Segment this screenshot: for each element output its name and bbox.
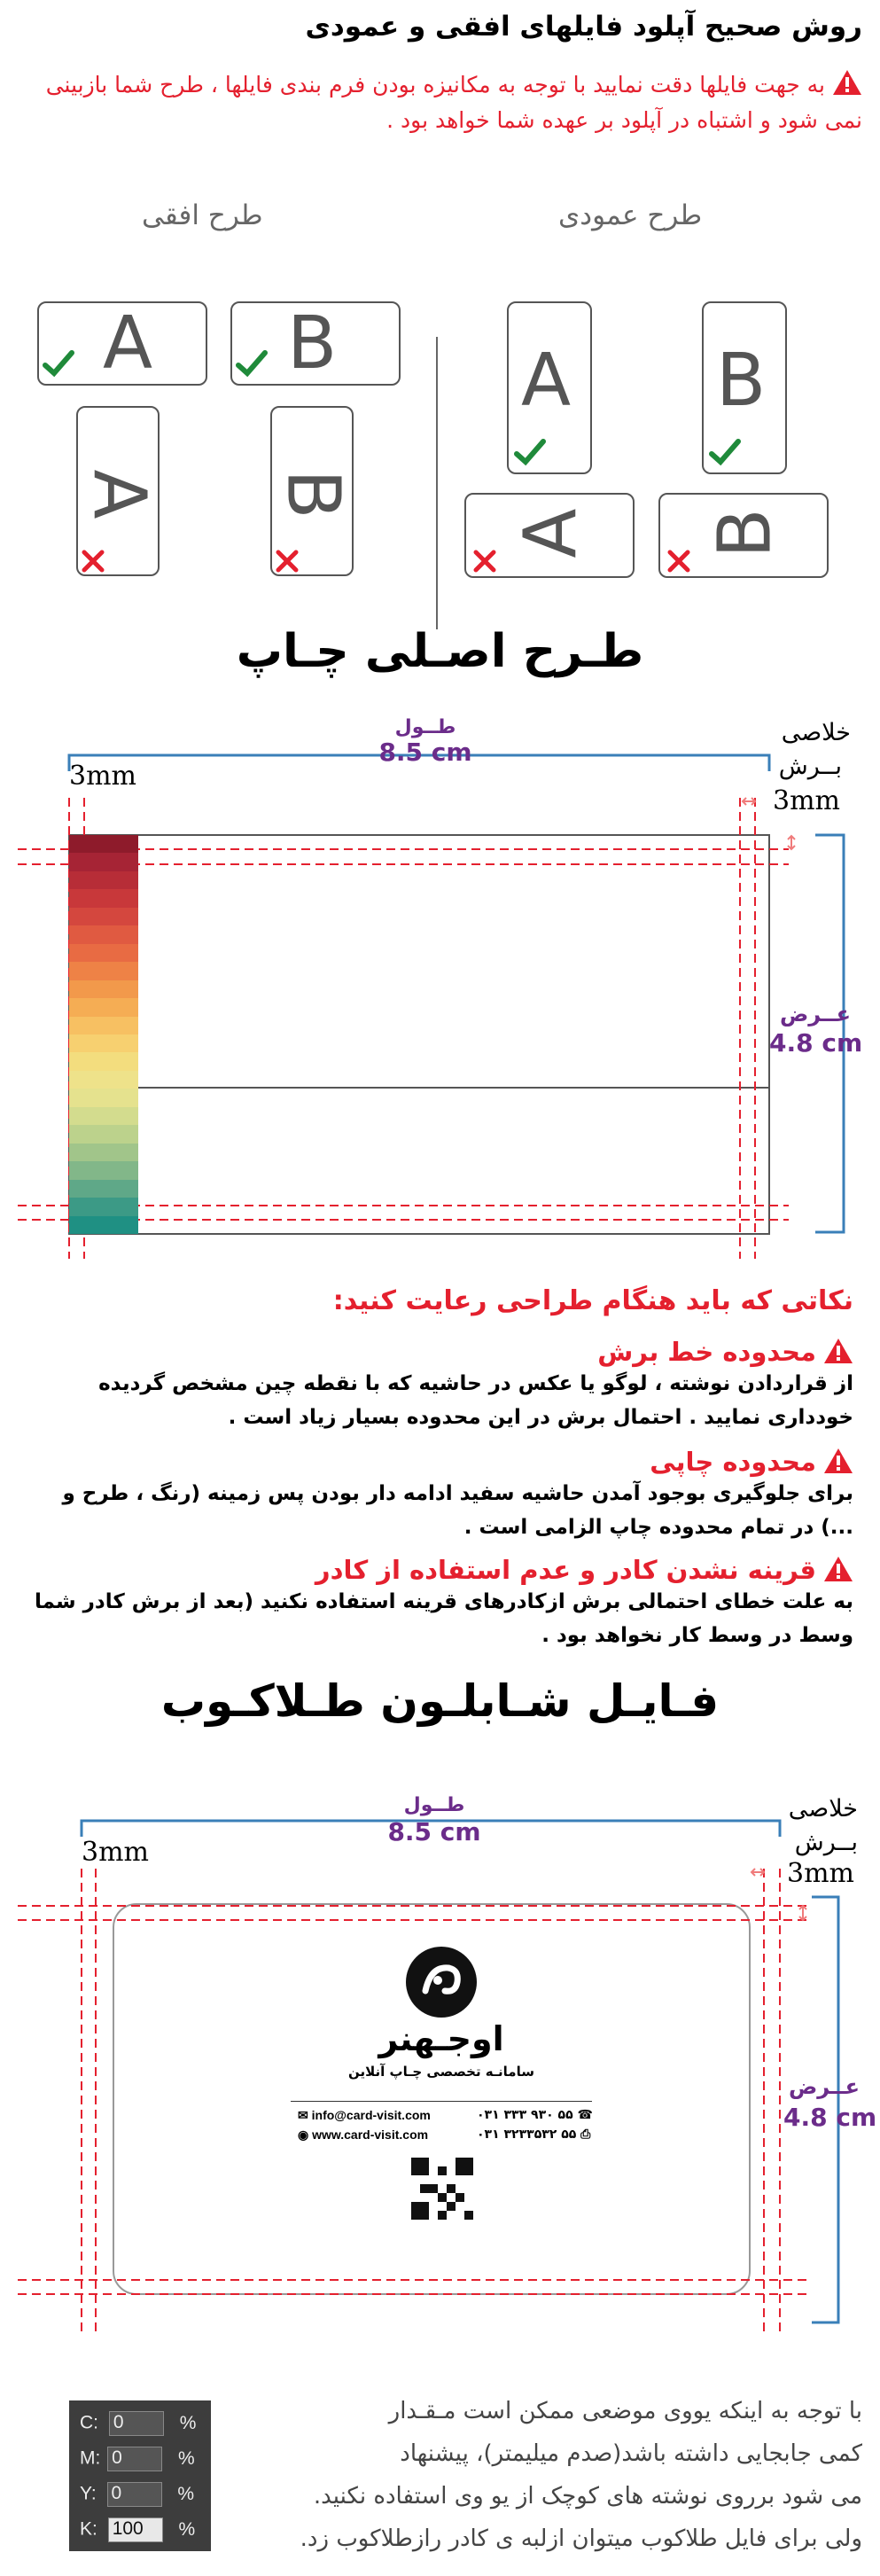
color-swatch [69,1198,138,1215]
warning-icon [823,1338,853,1364]
color-swatch [69,998,138,1016]
uv-note [260,2390,862,2560]
bleed-label-2: بــرش [794,1829,858,1856]
uv-note-line: می شود برروی نوشته های کوچک از یو وی استفاده نکنید. [313,2483,862,2510]
fax-icon: ⎙ [576,2127,591,2142]
gold-card [113,1904,750,2294]
color-swatch [69,1107,138,1125]
width-label: عــرض [779,1002,851,1026]
warning-icon [823,1448,853,1474]
note-item-1 [29,1337,853,1434]
horizontal-card-a-correct: A [37,301,207,386]
length-label: طــول [403,1794,465,1816]
uv-note-line: ولی برای فایل طلاکوب میتوان ازلبه ی کادر رازطلاکوب زد. [300,2525,862,2552]
color-swatch [69,980,138,998]
color-swatch [69,944,138,962]
length-label: طــول [394,716,456,738]
note-item-3 [29,1555,853,1652]
qr-code-icon [411,2158,473,2220]
phone-line-2: ۰۳۱ ۳۲۳۳۵۳۲ ۵۵ ⎙ [477,2127,591,2142]
uv-note-line: با توجه به اینکه یووی موضعی ممکن است مـقـدار [388,2398,862,2424]
cross-icon [276,550,299,573]
card-divider [291,2101,592,2102]
cmyk-row-c: C: 0 % [80,2411,196,2436]
color-swatch [69,835,138,853]
cmyk-input-y[interactable]: 0 [107,2482,162,2507]
note-title: قرینه نشدن کادر و عدم استفاده از کادر [315,1555,816,1585]
color-swatch [69,1034,138,1052]
phone-line-1: ۰۳۱ ۳۳۳ ۹۳۰ ۵۵ ☎ [477,2108,593,2122]
upload-warning [20,67,862,138]
note-body: به علت خطای احتمالی برش ازکادرهای قرینه استفاده نکنید (بعد از برش کادر شما وسط در وسط کار نخواهد بود . [35,1590,853,1647]
brand-tagline: سامانـه تخصصی چـاپ آنلاین [348,2064,534,2080]
vertical-card-b-wrong: B [658,493,829,578]
email-line: ✉ info@card-visit.com [298,2108,431,2122]
cross-icon [473,550,496,573]
vertical-card-b-correct: B [702,301,787,474]
width-label: عــرض [788,2074,860,2099]
cross-icon [667,550,690,573]
bleed-label-1: خلاصی [788,1795,858,1823]
color-swatch [69,925,138,943]
color-swatch [69,1161,138,1179]
note-item-2 [29,1447,853,1544]
color-swatch [69,889,138,907]
horizontal-card-b-wrong: B [270,406,354,576]
notes-heading: نکاتی که باید هنگام طراحی رعایت کنید: [332,1285,853,1316]
color-swatch [69,1180,138,1198]
check-icon [514,438,546,466]
email-icon: ✉ [298,2108,312,2122]
note-body: برای جلوگیری بوجود آمدن حاشیه سفید ادامه دار بودن پس زمینه (رنگ ، طرح و ...) در تمام محدوده چاپ الزامی است . [62,1482,853,1539]
bleed-value: 3mm [773,785,840,816]
globe-icon: ◉ [298,2127,313,2142]
color-swatch [69,1144,138,1161]
color-swatch-strip [69,835,138,1234]
brand-logo [406,1947,477,2018]
bleed-value: 3mm [787,1858,854,1889]
margin-value: 3mm [69,761,136,792]
color-swatch [69,1071,138,1089]
brand-logo-icon [406,1947,477,2018]
section-divider [436,337,438,629]
warning-icon [823,1556,853,1582]
note-body: از قراردادن نوشته ، لوگو یا عکس در حاشیه که با نقطه چین مشخص گردیده خودداری نمایید . احتمال برش در این محدوده بسیار زیاد است . [98,1372,853,1429]
horizontal-card-a-wrong: A [76,406,160,576]
bleed-label-2: بــرش [778,753,842,780]
color-swatch [69,1216,138,1234]
color-swatch [69,1089,138,1106]
length-value: 8.5 cm [378,738,472,767]
warning-text: به جهت فایلها دقت نمایید با توجه به مکانیزه بودن فرم بندی فایلها ، طرح شما بازبینی نمی شود و اشتباه در آپلود بر عهده شما خواهد بود . [45,72,862,133]
cmyk-input-k[interactable]: 100 [108,2517,163,2542]
check-icon [43,349,74,378]
width-value: 4.8 cm [783,2103,877,2132]
phone-icon: ☎ [572,2108,593,2122]
note-title: محدوده خط برش [597,1337,816,1367]
color-swatch [69,1017,138,1034]
warning-icon [832,69,862,96]
cmyk-row-m: M: 0 % [80,2447,195,2471]
website-line: ◉ www.card-visit.com [298,2127,429,2142]
color-swatch [69,962,138,980]
cmyk-panel [69,2400,211,2551]
bleed-label-1: خلاصی [781,719,851,746]
cross-icon [82,550,105,573]
cmyk-input-c[interactable]: 0 [109,2411,164,2436]
color-swatch [69,1125,138,1143]
horizontal-design-label: طرح افقی [142,199,263,231]
cmyk-input-m[interactable]: 0 [107,2447,162,2471]
color-swatch [69,853,138,870]
check-icon [709,438,741,466]
uv-note-line: کمی جابجایی داشته باشد(صدم میلیمتر)، پیشنهاد [400,2440,862,2467]
color-swatch [69,1052,138,1070]
color-swatch [69,908,138,925]
vertical-design-label: طرح عمودی [558,199,703,231]
check-icon [236,349,268,378]
brand-name: اوجـهنر [378,2019,504,2058]
vertical-card-a-correct: A [507,301,592,474]
color-swatch [69,871,138,889]
horizontal-card-b-correct: B [230,301,401,386]
length-value: 8.5 cm [387,1817,481,1846]
width-value: 4.8 cm [769,1028,863,1058]
cmyk-row-y: Y: 0 % [80,2482,194,2507]
margin-value: 3mm [82,1837,149,1868]
note-title: محدوده چاپی [650,1447,816,1477]
gold-template-title: فـایـل شـابلـون طـلاکـوب [160,1675,720,1727]
main-design-title: طـرح اصـلی چـاپ [236,625,644,678]
page-title: روش صحیح آپلود فایلهای افقی و عمودی [305,11,862,43]
vertical-card-a-wrong: A [464,493,635,578]
cmyk-row-k: K: 100 % [80,2517,195,2542]
